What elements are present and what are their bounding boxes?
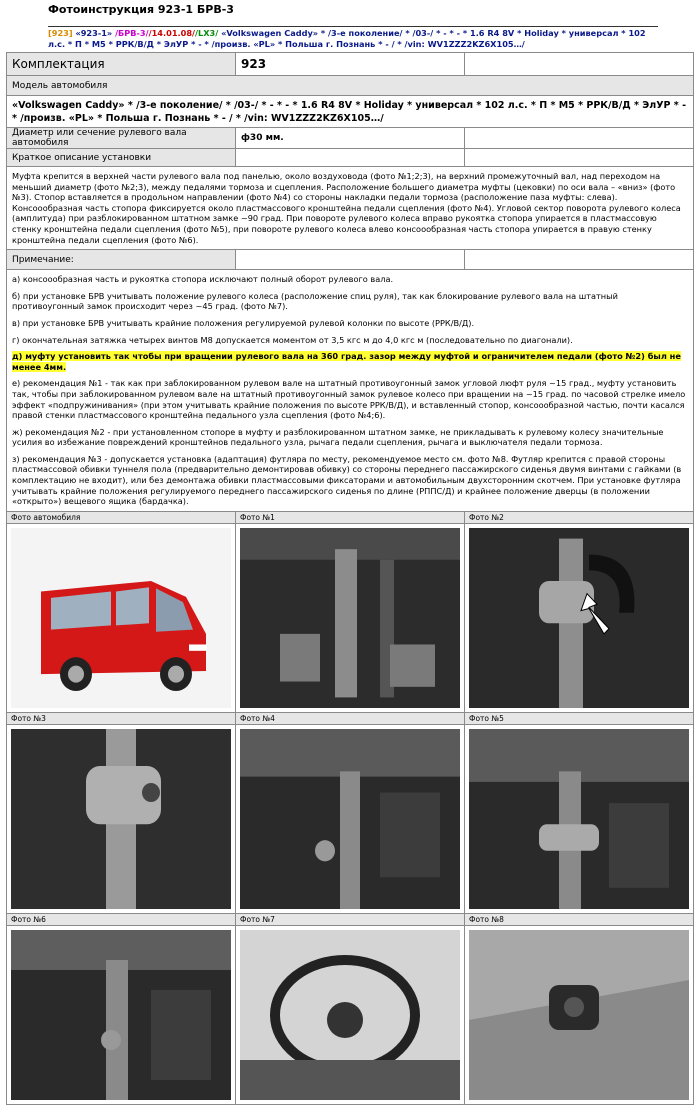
installation-description: Муфта крепится в верхней части рулевого вала под панелью, около воздуховода (фото №1;2;3), на верхний промежуточный вал, над переходом на меньший диаметр (фото №2;3), между педалями тормоза и сцепления. Расположение большего диаметра муфты (цековки) по оси вала – «вниз» (фото №3). Стопор вставляется в продольном направлении (фото №4) со стороны накладки педали тормоза (расположение паза муфты: слева). Консоообразная часть стопора фиксируется около пластмассового кронштейна педали сцепления (фото №4). Угловой сектор поворота рулевого колеса (амплитуда) при разблокированном штатном замке ~90 град. При повороте рулевого колеса вправо рукоятка стопора упирается в пластмассовую стенку кронштейна педали сцепления (фото №5), при повороте рулевого колеса влево консоообразная часть стопора упирается в правую стенку кронштейна педали сцепления (фото №6). [7,167,694,250]
diameter-empty [465,128,694,149]
photo-2 [469,528,689,708]
photo-1 [240,528,460,708]
photo-6 [11,930,231,1100]
photo-label-8: Фото №8 [465,913,694,925]
desc-label: Краткое описание установки [7,149,236,167]
photo-label-1: Фото №1 [236,511,465,523]
product: /БРВ-3/ [115,28,149,38]
photo-label-7: Фото №7 [236,913,465,925]
diameter-value: ф30 мм. [236,128,465,149]
photo-3 [11,729,231,909]
kit-label: Комплектация [7,53,236,76]
note-g: ж) рекомендация №2 - при установленном стопоре в муфту и разблокированном штатном замке, не прикладывать к рулевому колесу значительные усилия во избежание повреждений кронштейнов педального узла, рычага педали сцепления, рычага и выключателя педали тормоза. [12,426,664,448]
photo-4 [240,729,460,909]
desc-empty-2 [465,149,694,167]
kit-empty [465,53,694,76]
photo-label-4: Фото №4 [236,712,465,724]
note-c: в) при установке БРВ учитывать крайние положения регулируемой рулевой колонки по высоте (РРК/В/Д). [12,317,475,328]
kit-value: 923 [236,53,465,76]
note-empty-1 [236,250,465,270]
page-title: Фотоинструкция 923-1 БРВ-3 [48,3,234,16]
photo-label-6: Фото №6 [7,913,236,925]
photo-5-cell [465,724,694,913]
photo-label-5: Фото №5 [465,712,694,724]
photo-6-cell [7,925,236,1104]
title-divider [48,26,658,27]
photo-label-3: Фото №3 [7,712,236,724]
series: «923-1» [75,28,113,38]
model-value: «Volkswagen Caddy» * /3-е поколение/ * /03-/ * - * - * 1.6 R4 8V * Holiday * универсал * 102 л.с. * П * М5 * РРК/В/Д * ЭлУР * - * /произв. «PL» * Польша г. Познань * - / * /vin: WV1ZZZ2KZ6X105…/ [7,96,694,128]
note-b: б) при установке БРВ учитывать положение рулевого колеса (расположение спиц руля), так как блокирование рулевого вала на штатный противоугонный замок происходит через ~45 град. (фото №7). [12,290,618,312]
note-label: Примечание: [7,250,236,270]
model-label: Модель автомобиля [7,76,694,96]
photo-7-cell [236,925,465,1104]
photo-7 [240,930,460,1100]
note-h: з) рекомендация №3 - допускается установка (адаптация) футляра по месту, рекомендуемое место см. фото №8. Футляр крепится с правой стороны пластмассовой обивки туннеля пола (предварительно демонтировав обивку) со стороны переднего пассажирского сиденья двумя винтами с гайками (в комплектацию не входит), или без демонтажа обивки пластмассовыми фиксаторами и автомобильным двухсторонним скотчем. При установке футляра учитывать крайние положения регулируемого переднего пассажирского сиденья по длине (РППС/Д) и крайнее положение дверцы (в положении «открыто») вещевого ящика (бардачка). [12,453,682,507]
vehicle-description: «Volkswagen Caddy» * /3-е поколение/ * /03-/ * - * - * 1.6 R4 8V * Holiday * универсал * 102 л.с. * П * М5 * РРК/В/Д * ЭлУР * - * /произв. «PL» * Польша г. Познань * - / * /vin: WV1ZZZ2KZ6X105…/ [48,28,646,49]
notes-block [7,270,694,512]
note-e [12,351,688,372]
date: /14.01.08/ [148,28,196,38]
note-d: г) окончательная затяжка четырех винтов М8 допускается моментом от 3,5 кгс м до 4,0 кгс м (последовательно по диагонали). [12,334,573,345]
photo-8 [469,930,689,1100]
variant: /LX3/ [195,28,219,38]
photo-8-cell [465,925,694,1104]
photo-car-cell [7,523,236,712]
code: [923] [48,28,73,38]
note-f: е) рекомендация №1 - так как при заблокированном рулевом вале на штатный противоугонный замок угловой люфт руля ~15 град., муфту установить так, чтобы при заблокированном рулевом вале на штатный противоугонный замок рулевое колесо при вращении на ~15 град. по часовой стрелке имело эффект «подпружинивания» (при этом учитывать крайние положения по высоте РРК/В/Д), и вставленный стопор, консоообразной частью, почти касался правой стенки пластмассового кронштейна педального узла сцепления (фото №4;6). [12,378,686,421]
product-code-line [48,28,648,50]
note-a: а) консоообразная часть и рукоятка стопора исключают полный оборот рулевого вала. [12,274,394,285]
photo-4-cell [236,724,465,913]
photo-label-car: Фото автомобиля [7,511,236,523]
car-photo [11,528,231,708]
desc-empty-1 [236,149,465,167]
photo-label-2: Фото №2 [465,511,694,523]
note-e-highlight: д) муфту установить так чтобы при вращении рулевого вала на 360 град. зазор между муфтой и ограничителем педали (фото №2) был не менее 4мм. [12,351,681,372]
note-empty-2 [465,250,694,270]
photo-3-cell [7,724,236,913]
photo-2-cell [465,523,694,712]
photo-5 [469,729,689,909]
photo-1-cell [236,523,465,712]
diameter-label: Диаметр или сечение рулевого вала автомобиля [7,128,236,149]
instruction-table [6,52,694,1105]
